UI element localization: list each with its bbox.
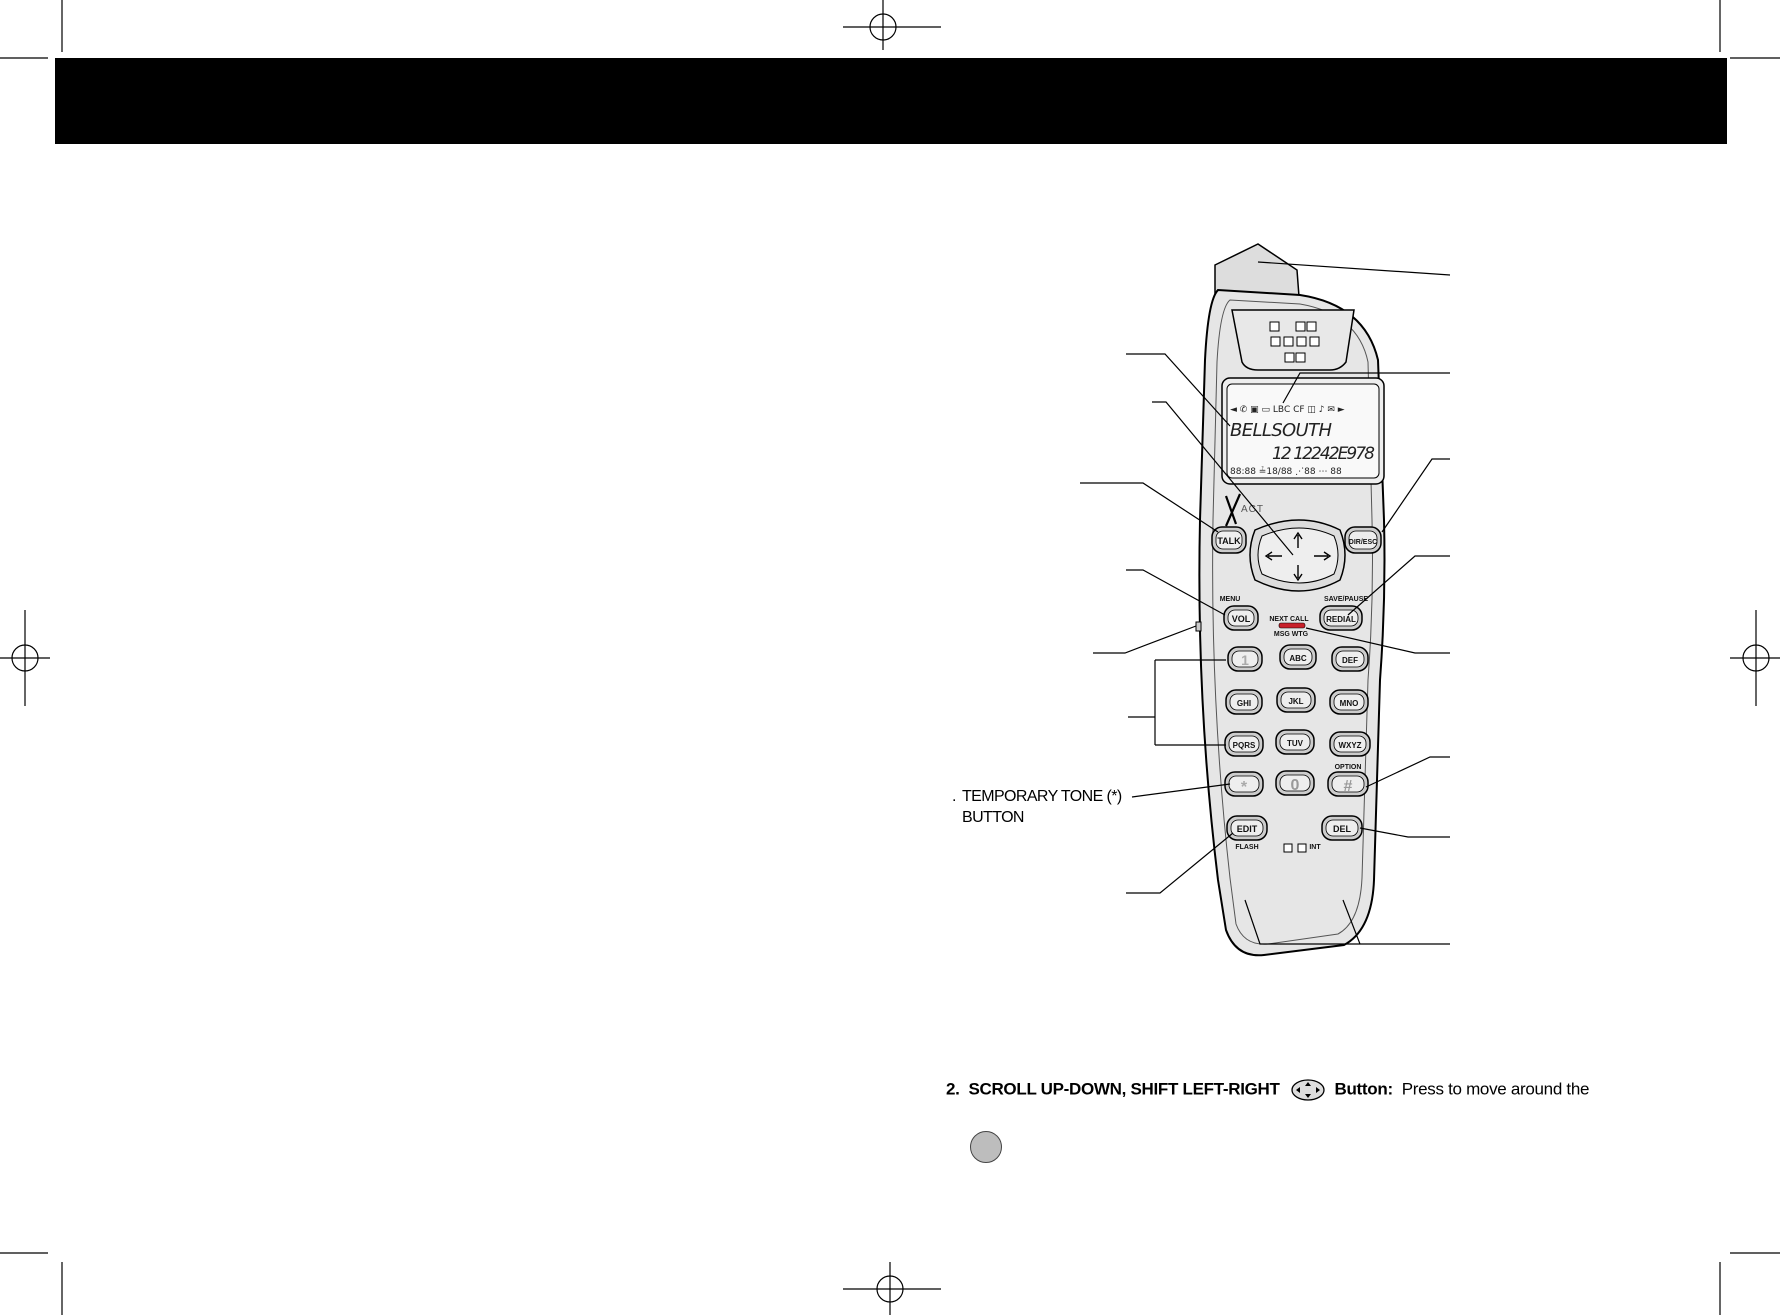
key-dir-esc[interactable] <box>1345 527 1381 553</box>
leader-talk <box>1080 483 1218 532</box>
key-del[interactable] <box>1322 816 1362 840</box>
item-heading: SCROLL UP-DOWN, SHIFT LEFT-RIGHT <box>968 1079 1280 1099</box>
menu-label: MENU <box>1219 596 1241 603</box>
svg-text:1: 1 <box>1241 652 1249 668</box>
key-edit[interactable] <box>1227 816 1267 840</box>
key-9[interactable] <box>1330 732 1370 756</box>
lcd-status-icons: ◄ ✆ ▣ ▭ LBC CF ◫ ♪ ✉ ► <box>1230 405 1345 415</box>
key-3[interactable] <box>1332 647 1368 671</box>
key-4[interactable] <box>1226 690 1262 714</box>
svg-text:DEF: DEF <box>1342 656 1358 665</box>
leader-side-button <box>1093 626 1196 653</box>
button-word: Button: <box>1334 1079 1393 1099</box>
description-text: Press to move around the <box>1401 1079 1590 1099</box>
key-1[interactable] <box>1228 647 1262 671</box>
svg-text:WXYZ: WXYZ <box>1338 741 1362 750</box>
key-redial[interactable] <box>1320 606 1362 630</box>
key-vol-label: VOL <box>1231 614 1251 624</box>
svg-text:TUV: TUV <box>1287 739 1303 748</box>
next-call-label: NEXT CALL <box>1269 616 1309 623</box>
leader-dir-esc <box>1382 459 1450 532</box>
lcd-time-date: 88:88 ≟18/88 ⋰88 ⋯ 88 <box>1230 467 1342 477</box>
side-button[interactable] <box>1196 622 1201 631</box>
key-6[interactable] <box>1330 690 1368 714</box>
key-8[interactable] <box>1276 730 1314 754</box>
svg-text:*: * <box>1240 779 1248 796</box>
flash-label: FLASH <box>1235 844 1259 851</box>
callout-line1: TEMPORARY TONE (*) <box>962 788 1122 805</box>
svg-text:#: # <box>1343 778 1353 795</box>
key-star[interactable] <box>1225 772 1263 796</box>
microphone-hole <box>1284 844 1292 852</box>
message-waiting-led <box>1279 623 1305 628</box>
svg-text:MNO: MNO <box>1339 699 1359 708</box>
key-0[interactable] <box>1276 771 1314 795</box>
key-7[interactable] <box>1225 732 1263 756</box>
lcd-caller-name: BELLSOUTH <box>1230 420 1332 441</box>
page-number-dot <box>970 1131 1002 1163</box>
key-2[interactable] <box>1280 645 1316 669</box>
key-vol[interactable] <box>1224 606 1258 630</box>
brand-logo-text: ACT <box>1241 504 1264 515</box>
callout-line2: BUTTON <box>962 809 1024 826</box>
key-redial-label: REDIAL <box>1326 615 1356 624</box>
key-5[interactable] <box>1277 688 1315 712</box>
svg-text:0: 0 <box>1290 777 1300 794</box>
save-pause-label: SAVE/PAUSE <box>1323 596 1369 603</box>
navigation-pad[interactable] <box>1250 520 1345 591</box>
key-talk-label: TALK <box>1217 536 1241 546</box>
svg-text:GHI: GHI <box>1236 699 1252 708</box>
svg-text:DEL: DEL <box>1333 824 1351 834</box>
leader-hash <box>1366 757 1450 787</box>
item-number: 2. <box>946 1079 960 1099</box>
microphone-hole <box>1298 844 1306 852</box>
lcd-caller-number: 12 12242E978 <box>1272 444 1375 464</box>
callout-temporary-tone <box>952 786 1122 828</box>
key-dir-esc-label: DIR/ESC <box>1348 539 1378 546</box>
svg-text:EDIT: EDIT <box>1236 824 1258 834</box>
option-label: OPTION <box>1334 764 1362 771</box>
svg-text:ABC: ABC <box>1289 654 1307 663</box>
svg-text:JKL: JKL <box>1288 697 1304 706</box>
description-line <box>946 1079 1589 1101</box>
scroll-button-icon <box>1290 1079 1326 1101</box>
msg-wtg-label: MSG WTG <box>1273 631 1309 638</box>
callout-number: . <box>952 788 956 805</box>
svg-text:PQRS: PQRS <box>1232 741 1256 750</box>
int-label: INT <box>1309 844 1321 851</box>
key-hash[interactable] <box>1328 772 1368 796</box>
